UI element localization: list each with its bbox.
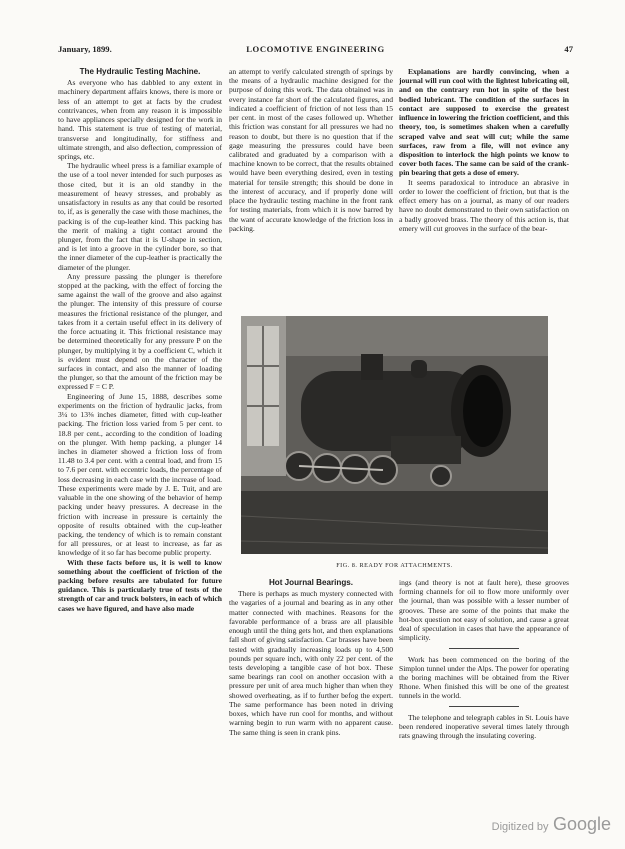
divider — [449, 648, 519, 649]
paragraph: Any pressure passing the plunger is therefore stopped at the packing, with the effect of forcing the same against the wall of the groove and also against the plunger. The intensity of this pressure of course measures the frictional resistance of the plunger, and takes from it a certain useful effect in its delivery of the force actuating it. This frictional resistance may be determined theoretically for any pressure P on the plunger, by multiplying it by a coefficient C, which it is evident must depend on the character of the surfaces in contact, and also the manner of loading the plunger, so that the amount of the friction may be expressed F = C P. — [58, 271, 222, 392]
journal-title: LOCOMOTIVE ENGINEERING — [246, 44, 385, 54]
figure-caption: FIG. 8. READY FOR ATTACHMENTS. — [336, 562, 453, 569]
column-2-bottom — [229, 578, 393, 838]
paragraph: Engineering of June 15, 1888, describes some experiments on the friction of hydraulic jacks, from 3¼ to 13⅜ inches diameter, fitted with cup-leather packing. The friction loss varied from 5 per cent. to 18.8 per cent., according to the condition of loading on the plunger. With hemp packing, a plunger 14 inches in diameter showed a friction loss of from 11.48 to 3.4 per cent. with a central load, and from 15 to 7.6 per cent. with eccentric loads, the percentage of loss decreasing in each case with the increase of load. These experiments were made by J. E. Tuit, and are valuable in the one showing of the behavior of hemp packing under heavy pressures. A decrease in the friction with increase in pressure is certainly the opposite of results obtained with the cup-leather packing, the tendency of which is to remain constant for all pressures, or at least to increase, as far as knowledge of it so far has become public property. — [58, 391, 222, 558]
paragraph: The telephone and telegraph cables in St. Louis have been rendered inoperative several times lately through rats gnawing through the insulating covering. — [399, 712, 569, 741]
column-3-top — [399, 67, 569, 329]
column-2-top — [229, 67, 393, 329]
locomotive-illustration — [241, 316, 548, 554]
issue-date: January, 1899. — [58, 44, 112, 54]
paragraph: As everyone who has dabbled to any extent in machinery department affairs knows, there is more or less of an attempt to get at facts by the crudest contrivances, when from any reason it is impossible to have appliances specially designed for the work in hand. This statement is true of testing of material, transverse and longitudinally, for stiffness and ultimate strength, and also deflection, compression of springs, etc. — [58, 78, 222, 161]
paragraph: It seems paradoxical to introduce an abrasive in order to lower the coefficient of friction, but that is the effect emery has on a journal, as many of our readers have no doubt demonstrated to their own satisfaction on a badly grooved brass. The theory of this action is, that emery will cut grooves in the surface of the bear- — [399, 177, 569, 233]
locomotive-photo — [241, 316, 548, 554]
google-logo: Google — [552, 814, 611, 834]
paragraph: The hydraulic wheel press is a familiar example of the use of a tool never intended for such purposes as those cited, but it is an old standby in the measurement of heavy stresses, and probably as unsatisfactory in results as any that could be resorted to, if, as is generally the case with those machines, the packing is of the cup-leather kind. This packing has the merit of making a tight contact around the plunger, from the fact that it is U-shape in section, and is let into a groove in the cylinder bore, so that the inner diameter of the cup-leather is practically the diameter of the plunger. — [58, 161, 222, 272]
paragraph: Work has been commenced on the boring of the Simplon tunnel under the Alps. The power for operating the boring machines will be obtained from the River Rhone. When finished this will be one of the greatest tunnels in the world. — [399, 654, 569, 701]
article-heading-hydraulic: The Hydraulic Testing Machine. — [79, 67, 201, 76]
page-number: 47 — [564, 44, 573, 54]
paragraph: There is perhaps as much mystery connected with the vagaries of a journal and bearing as in any other matter connected with machines. Reasons for the favorable performance of a brass are all plausible enough until the thing gets hot, and then explanations fall short of giving satisfaction. Car brasses have been tested with gradually increasing loads up to 4,500 pounds per square inch, with only 22 per cent. of the tests developing a tangible case of hot box. These same bearings ran cool on another occasion with a pressure per unit of area much higher than when they showed overheating, as if to further befog the expert. The same performance has been noted in driving boxes, which have run cool for months, and without warning begin to run warm with no apparent cause. The same thing is seen in crank pins. — [229, 589, 393, 737]
page-header — [58, 44, 573, 58]
paragraph: With these facts before us, it is well to know something about the coefficient of friction of the packing before results are tabulated for future guidance. This is particularly true of tests of the strength of car and truck bolsters, in each of which cases we have figured, and have also made — [58, 557, 222, 613]
column-1 — [58, 67, 222, 845]
article-heading-hot-journal: Hot Journal Bearings. — [268, 578, 354, 587]
divider — [449, 706, 519, 707]
column-3-bottom — [399, 578, 569, 838]
watermark-prefix: Digitized by — [491, 821, 549, 833]
paragraph: an attempt to verify calculated strength of springs by the means of a hydraulic machine designed for the purpose of doing this work. The data obtained was in every instance far short of the calculated figures, and indicated a coefficient of friction of not less than 15 per cent. in most of the cases followed up. Whether this friction was constant for all pressures we had no reason to doubt, but there is no question that if the gage measuring the pressures could have been calibrated and graduated by a comparison with a machine known to be correct, that the results obtained would have been everything desired, even in testing material for tensile strength; this should be done in the interest of accuracy, and if properly done will place the hydraulic testing machine in the front rank for testing materials, from which it is now barred by the want of accurate knowledge of the friction loss in packing. — [229, 67, 393, 233]
digitized-watermark — [492, 814, 611, 835]
paragraph: Explanations are hardly convincing, when a journal will run cool with the lightest lubricating oil, and on the contrary run hot in spite of the best bodied lubricant. The condition of the surfaces in contact are supposed to exercise the greatest influence in lowering the friction coefficient, and this theory, too, is sometimes shaken when a carefully scraped valve and seat will cut; while the same surfaces, raw from a file, will not evince any disposition to interlock the high points we know to cover both faces. The same can be said of the crank-pin bearing that gets a dose of emery. — [399, 67, 569, 178]
paragraph: ings (and theory is not at fault here), these grooves forming channels for oil to flow more uniformly over the journal, than was possible with a lesser number of grooves. These are some of the points that make the hot-box question not easy of solution, and cause a great deal of speculation in cases that have the appearance of simplicity. — [399, 578, 569, 643]
